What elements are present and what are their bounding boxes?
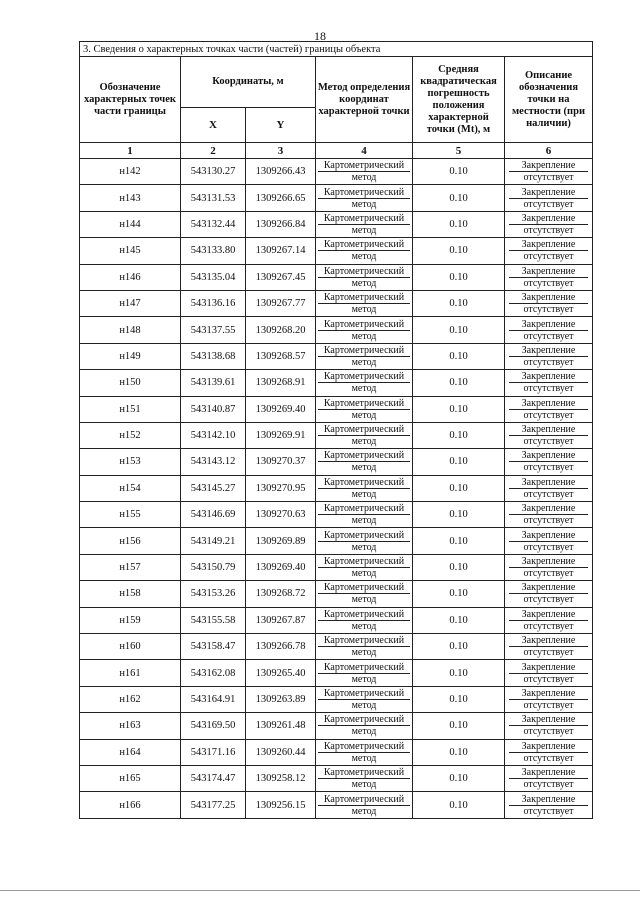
coord-x: 543135.04 [181, 264, 246, 290]
fix-cell [505, 211, 593, 237]
coord-y: 1309268.72 [246, 581, 316, 607]
point-id: н164 [80, 739, 181, 765]
column-number: 2 [181, 143, 246, 159]
method-line-2: метод [318, 725, 410, 737]
fix-line-2: отсутствует [523, 330, 574, 342]
fix-line-1: Закрепление [509, 187, 588, 199]
coord-y: 1309266.65 [246, 185, 316, 211]
mt-value: 0.10 [413, 528, 505, 554]
table-row [80, 660, 593, 686]
table-row [80, 211, 593, 237]
header-error: Средняя квадратическая погрешность положения характерной точки (Mt), м [413, 57, 505, 143]
table-row [80, 264, 593, 290]
method-line-1: Картометрический [323, 582, 405, 594]
method-line-2: метод [318, 250, 410, 262]
coord-y: 1309268.57 [246, 343, 316, 369]
method-cell [316, 396, 413, 422]
table-row [80, 238, 593, 264]
method-cell [316, 422, 413, 448]
method-line-1: Картометрический [323, 688, 405, 699]
fix-line-1: Закрепление [509, 556, 588, 568]
fix-line-1: Закрепление [509, 794, 588, 806]
method-line-1: Картометрический [323, 397, 405, 409]
mt-value: 0.10 [413, 370, 505, 396]
coord-y: 1309270.37 [246, 449, 316, 475]
method-line-1: Картометрический [323, 160, 405, 172]
fix-line-2: отсутствует [523, 277, 574, 289]
coord-y: 1309267.14 [246, 238, 316, 264]
coord-x: 543142.10 [181, 422, 246, 448]
mt-value: 0.10 [413, 343, 505, 369]
method-line-1: Картометрический [323, 740, 405, 752]
fix-cell [505, 396, 593, 422]
fix-cell [505, 528, 593, 554]
column-number: 6 [505, 143, 593, 159]
point-id: н150 [80, 370, 181, 396]
coord-x: 543169.50 [181, 713, 246, 739]
method-line-2: метод [318, 461, 410, 473]
coord-x: 543149.21 [181, 528, 246, 554]
coord-y: 1309269.89 [246, 528, 316, 554]
fix-cell [505, 370, 593, 396]
fix-line-2: отсутствует [523, 304, 574, 316]
coord-x: 543137.55 [181, 317, 246, 343]
fix-line-2: отсутствует [523, 224, 574, 236]
point-id: н158 [80, 581, 181, 607]
column-number: 5 [413, 143, 505, 159]
coord-y: 1309269.40 [246, 396, 316, 422]
coord-x: 543145.27 [181, 475, 246, 501]
coord-y: 1309266.43 [246, 159, 316, 185]
coord-y: 1309267.45 [246, 264, 316, 290]
fix-cell [505, 422, 593, 448]
method-line-1: Картометрический [323, 503, 405, 515]
table-row [80, 713, 593, 739]
method-line-1: Картометрический [323, 371, 405, 383]
fix-line-1: Закрепление [509, 688, 588, 700]
fix-line-2: отсутствует [523, 647, 574, 659]
point-id: н153 [80, 449, 181, 475]
mt-value: 0.10 [413, 238, 505, 264]
method-line-1: Картометрический [323, 239, 405, 251]
point-id: н159 [80, 607, 181, 633]
method-line-2: метод [318, 488, 410, 500]
method-cell [316, 686, 413, 712]
fix-cell [505, 660, 593, 686]
fix-line-1: Закрепление [509, 160, 588, 172]
boundary-points-table [79, 41, 593, 819]
table-row [80, 159, 593, 185]
method-line-2: метод [318, 356, 410, 368]
method-line-2: метод [318, 198, 410, 210]
table-row [80, 581, 593, 607]
method-line-2: метод [318, 277, 410, 289]
header-coordinates: Координаты, м [181, 57, 316, 108]
mt-value: 0.10 [413, 317, 505, 343]
table-row [80, 528, 593, 554]
method-line-2: метод [318, 699, 410, 711]
header-x: X [181, 108, 246, 143]
fix-line-2: отсутствует [523, 488, 574, 500]
method-line-1: Картометрический [323, 318, 405, 330]
coord-x: 543171.16 [181, 739, 246, 765]
point-id: н156 [80, 528, 181, 554]
fix-line-2: отсутствует [523, 462, 574, 474]
fix-cell [505, 713, 593, 739]
mt-value: 0.10 [413, 290, 505, 316]
method-line-2: метод [318, 330, 410, 342]
coord-y: 1309268.20 [246, 317, 316, 343]
fix-cell [505, 159, 593, 185]
method-line-2: метод [318, 778, 410, 790]
table-row [80, 686, 593, 712]
method-line-1: Картометрический [323, 212, 405, 224]
method-cell [316, 185, 413, 211]
table-row [80, 554, 593, 580]
method-line-2: метод [318, 567, 410, 579]
mt-value: 0.10 [413, 581, 505, 607]
method-cell [316, 528, 413, 554]
point-id: н154 [80, 475, 181, 501]
point-id: н151 [80, 396, 181, 422]
fix-cell [505, 581, 593, 607]
coord-y: 1309269.40 [246, 554, 316, 580]
mt-value: 0.10 [413, 396, 505, 422]
mt-value: 0.10 [413, 660, 505, 686]
method-line-2: метод [318, 171, 410, 183]
point-id: н148 [80, 317, 181, 343]
section-title: 3. Сведения о характерных точках части (частей) границы объекта [80, 42, 593, 57]
fix-line-1: Закрепление [509, 662, 588, 674]
coord-y: 1309263.89 [246, 686, 316, 712]
table-row [80, 634, 593, 660]
fix-line-1: Закрепление [509, 266, 588, 278]
coord-y: 1309269.91 [246, 422, 316, 448]
table-row [80, 607, 593, 633]
fix-cell [505, 290, 593, 316]
method-cell [316, 475, 413, 501]
table-row [80, 475, 593, 501]
fix-line-1: Закрепление [509, 714, 588, 726]
table-row [80, 317, 593, 343]
method-line-1: Картометрический [323, 292, 405, 304]
footer-divider [0, 890, 640, 891]
coord-y: 1309268.91 [246, 370, 316, 396]
table-row [80, 396, 593, 422]
fix-cell [505, 739, 593, 765]
point-id: н146 [80, 264, 181, 290]
method-cell [316, 581, 413, 607]
coord-x: 543150.79 [181, 554, 246, 580]
method-line-2: метод [318, 541, 410, 553]
method-line-2: метод [318, 752, 410, 764]
method-cell [316, 660, 413, 686]
method-line-1: Картометрический [323, 450, 405, 462]
table-row [80, 792, 593, 818]
table-row [80, 422, 593, 448]
method-cell [316, 739, 413, 765]
method-cell [316, 264, 413, 290]
method-line-2: метод [318, 593, 410, 605]
coord-y: 1309260.44 [246, 739, 316, 765]
method-cell [316, 290, 413, 316]
header-designation: Обозначение характерных точек части границы [80, 57, 181, 143]
table-row [80, 343, 593, 369]
method-line-1: Картометрический [323, 424, 405, 436]
fix-line-1: Закрепление [509, 371, 588, 383]
fix-cell [505, 634, 593, 660]
mt-value: 0.10 [413, 211, 505, 237]
method-line-1: Картометрический [323, 344, 405, 356]
fix-line-2: отсутствует [523, 541, 574, 553]
coord-y: 1309270.63 [246, 502, 316, 528]
method-line-1: Картометрический [323, 556, 405, 568]
page-number: 18 [314, 29, 326, 43]
fix-line-1: Закрепление [509, 530, 588, 542]
fix-line-2: отсутствует [523, 700, 574, 711]
coord-x: 543133.80 [181, 238, 246, 264]
mt-value: 0.10 [413, 449, 505, 475]
coord-y: 1309265.40 [246, 660, 316, 686]
header-description: Описание обозначения точки на местности (при наличии) [505, 57, 593, 143]
method-cell [316, 765, 413, 791]
fix-line-1: Закрепление [509, 767, 588, 779]
point-id: н142 [80, 159, 181, 185]
mt-value: 0.10 [413, 792, 505, 818]
fix-line-1: Закрепление [509, 503, 588, 515]
fix-line-2: отсутствует [523, 356, 574, 368]
coord-y: 1309258.12 [246, 765, 316, 791]
method-cell [316, 449, 413, 475]
fix-cell [505, 792, 593, 818]
table-row [80, 449, 593, 475]
mt-value: 0.10 [413, 554, 505, 580]
method-line-1: Картометрический [323, 476, 405, 488]
point-id: н149 [80, 343, 181, 369]
fix-cell [505, 502, 593, 528]
header-y: Y [246, 108, 316, 143]
table-row [80, 502, 593, 528]
method-line-1: Картометрический [323, 661, 405, 673]
coord-x: 543146.69 [181, 502, 246, 528]
header-method: Метод определения координат характерной точки [316, 57, 413, 143]
fix-line-2: отсутствует [523, 515, 574, 527]
fix-line-1: Закрепление [509, 424, 588, 436]
point-id: н155 [80, 502, 181, 528]
mt-value: 0.10 [413, 765, 505, 791]
point-id: н147 [80, 290, 181, 316]
method-cell [316, 317, 413, 343]
coord-y: 1309261.48 [246, 713, 316, 739]
fix-line-2: отсутствует [523, 409, 574, 421]
fix-cell [505, 607, 593, 633]
fix-line-2: отсутствует [523, 568, 574, 580]
fix-cell [505, 185, 593, 211]
coord-x: 543155.58 [181, 607, 246, 633]
point-id: н166 [80, 792, 181, 818]
method-line-1: Картометрический [323, 714, 405, 726]
method-line-1: Картометрический [323, 608, 405, 620]
method-line-1: Картометрический [323, 265, 405, 277]
fix-line-1: Закрепление [509, 450, 588, 462]
coord-x: 543136.16 [181, 290, 246, 316]
point-id: н143 [80, 185, 181, 211]
fix-line-1: Закрепление [509, 345, 588, 357]
method-cell [316, 713, 413, 739]
method-cell [316, 211, 413, 237]
fix-cell [505, 343, 593, 369]
coord-x: 543174.47 [181, 765, 246, 791]
coord-x: 543139.61 [181, 370, 246, 396]
mt-value: 0.10 [413, 159, 505, 185]
fix-line-1: Закрепление [509, 319, 588, 331]
fix-line-2: отсутствует [523, 726, 574, 738]
mt-value: 0.10 [413, 502, 505, 528]
method-cell [316, 792, 413, 818]
mt-value: 0.10 [413, 739, 505, 765]
fix-cell [505, 686, 593, 712]
coord-y: 1309266.84 [246, 211, 316, 237]
method-line-2: метод [318, 620, 410, 632]
coord-y: 1309267.87 [246, 607, 316, 633]
fix-line-1: Закрепление [509, 398, 588, 410]
fix-line-1: Закрепление [509, 213, 588, 225]
fix-line-1: Закрепление [509, 635, 588, 647]
method-line-2: метод [318, 303, 410, 315]
point-id: н152 [80, 422, 181, 448]
method-cell [316, 370, 413, 396]
method-line-1: Картометрический [323, 635, 405, 647]
mt-value: 0.10 [413, 185, 505, 211]
fix-cell [505, 475, 593, 501]
coord-x: 543177.25 [181, 792, 246, 818]
method-cell [316, 159, 413, 185]
column-number: 1 [80, 143, 181, 159]
method-cell [316, 634, 413, 660]
coord-x: 543164.91 [181, 686, 246, 712]
coord-y: 1309270.95 [246, 475, 316, 501]
mt-value: 0.10 [413, 713, 505, 739]
method-line-1: Картометрический [323, 186, 405, 198]
method-line-1: Картометрический [323, 793, 405, 805]
fix-line-2: отсутствует [523, 805, 574, 817]
coord-y: 1309256.15 [246, 792, 316, 818]
coord-x: 543130.27 [181, 159, 246, 185]
fix-line-2: отсутствует [523, 594, 574, 606]
coord-x: 543143.12 [181, 449, 246, 475]
fix-cell [505, 765, 593, 791]
mt-value: 0.10 [413, 686, 505, 712]
coord-x: 543132.44 [181, 211, 246, 237]
method-cell [316, 607, 413, 633]
fix-cell [505, 238, 593, 264]
method-cell [316, 343, 413, 369]
fix-cell [505, 317, 593, 343]
column-number: 3 [246, 143, 316, 159]
fix-line-1: Закрепление [509, 582, 588, 594]
method-line-2: метод [318, 224, 410, 236]
fix-line-2: отсутствует [523, 752, 574, 764]
method-cell [316, 554, 413, 580]
fix-line-1: Закрепление [509, 477, 588, 489]
method-line-2: метод [318, 673, 410, 685]
coord-x: 543158.47 [181, 634, 246, 660]
point-id: н144 [80, 211, 181, 237]
point-id: н163 [80, 713, 181, 739]
method-line-1: Картометрический [323, 529, 405, 541]
fix-line-2: отсутствует [523, 251, 574, 263]
method-cell [316, 502, 413, 528]
fix-line-2: отсутствует [523, 172, 574, 184]
coord-y: 1309266.78 [246, 634, 316, 660]
method-cell [316, 238, 413, 264]
table-row [80, 290, 593, 316]
mt-value: 0.10 [413, 475, 505, 501]
method-line-2: метод [318, 805, 410, 817]
coord-y: 1309267.77 [246, 290, 316, 316]
coord-x: 543162.08 [181, 660, 246, 686]
column-number: 4 [316, 143, 413, 159]
point-id: н145 [80, 238, 181, 264]
fix-cell [505, 264, 593, 290]
fix-cell [505, 449, 593, 475]
table-body [80, 159, 593, 819]
method-line-2: метод [318, 435, 410, 447]
fix-line-1: Закрепление [509, 609, 588, 621]
coord-x: 543131.53 [181, 185, 246, 211]
point-id: н162 [80, 686, 181, 712]
point-id: н157 [80, 554, 181, 580]
fix-line-2: отсутствует [523, 779, 574, 791]
mt-value: 0.10 [413, 607, 505, 633]
fix-line-2: отсутствует [523, 198, 574, 210]
table-row [80, 370, 593, 396]
table-row [80, 185, 593, 211]
point-id: н161 [80, 660, 181, 686]
method-line-1: Картометрический [323, 767, 405, 779]
coord-x: 543138.68 [181, 343, 246, 369]
fix-line-1: Закрепление [509, 239, 588, 251]
mt-value: 0.10 [413, 264, 505, 290]
method-line-2: метод [318, 382, 410, 394]
fix-line-2: отсутствует [523, 620, 574, 632]
method-line-2: метод [318, 514, 410, 526]
table-row [80, 765, 593, 791]
fix-cell [505, 554, 593, 580]
coord-x: 543140.87 [181, 396, 246, 422]
method-line-2: метод [318, 409, 410, 421]
mt-value: 0.10 [413, 422, 505, 448]
point-id: н160 [80, 634, 181, 660]
point-id: н165 [80, 765, 181, 791]
fix-line-1: Закрепление [509, 292, 588, 304]
fix-line-2: отсутствует [523, 436, 574, 448]
fix-line-2: отсутствует [523, 383, 574, 395]
table-row [80, 739, 593, 765]
fix-line-2: отсутствует [523, 673, 574, 685]
mt-value: 0.10 [413, 634, 505, 660]
fix-line-1: Закрепление [509, 741, 588, 753]
method-line-2: метод [318, 646, 410, 658]
coord-x: 543153.26 [181, 581, 246, 607]
